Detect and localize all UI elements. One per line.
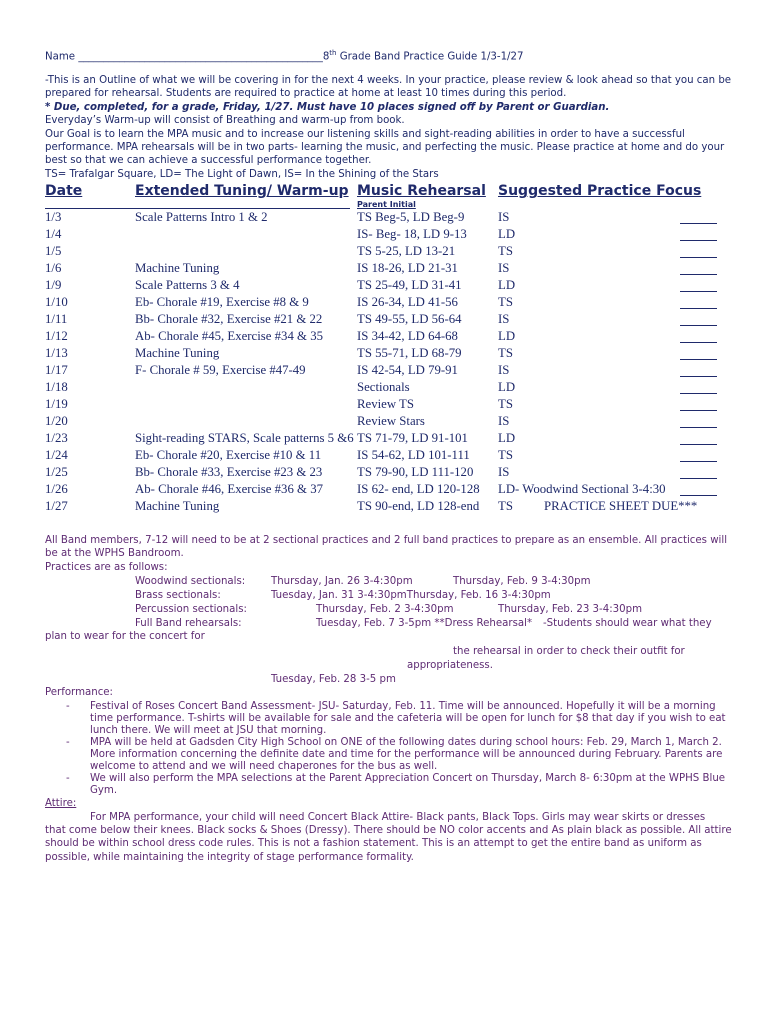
attire-line: possible, while maintaining the integrity of stage performance formality. (45, 851, 414, 863)
parent-initial-label: Parent Initial (357, 200, 416, 209)
practices-line: be at the WPHS Bandroom. (45, 548, 184, 560)
intro-line: best so that we can achieve a successful performance together. (45, 155, 372, 167)
row-focus: TS (498, 295, 513, 309)
intro-line: prepared for rehearsal. Students are required to practice at home at least 10 times during this period. (45, 88, 567, 100)
performance-item-line: Festival of Roses Concert Band Assessment- JSU- Saturday, Feb. 11. Time will be announced. Hopefully it will be a morning (90, 701, 716, 712)
row-date: 1/20 (45, 414, 68, 428)
row-focus: TS (498, 397, 513, 411)
intro-line: performance. MPA rehearsals will be in two parts- learning the music, and perfecting the music. Please practice at home and do your (45, 142, 725, 154)
practices-line: Practices are as follows: (45, 561, 168, 573)
row-tuning: Ab- Chorale #46, Exercise #36 & 37 (135, 482, 323, 496)
name-blank: ________________________________________________ (78, 51, 323, 63)
percussion-label: Percussion sectionals: (135, 604, 247, 615)
performance-item-line: MPA will be held at Gadsden City High School on ONE of the following dates during school hours: Feb. 29, March 1, March 2. (90, 737, 722, 748)
row-music: TS 49-55, LD 56-64 (357, 312, 462, 326)
row-date: 1/13 (45, 346, 68, 360)
row-focus: LD (498, 278, 516, 292)
intro-line: Our Goal is to learn the MPA music and to increase our listening skills and sight-reading abilities in order to have a successful (45, 128, 685, 140)
table-row (0, 244, 770, 261)
brass-label: Brass sectionals: (135, 590, 221, 601)
row-date: 1/10 (45, 295, 68, 309)
row-date: 1/4 (45, 227, 62, 241)
table-row (0, 482, 770, 499)
practices-line: All Band members, 7-12 will need to be at 2 sectional practices and 2 full band practices to prepare as an ensemble. All practices will (45, 535, 728, 546)
performance-item-line: welcome to attend and we will need chaperones for the bus as well. (90, 761, 438, 772)
table-row (0, 465, 770, 482)
row-music: Review TS (357, 397, 414, 411)
bullet-dash: - (66, 701, 70, 712)
bullet-dash: - (66, 773, 70, 784)
percussion-date-2: Thursday, Feb. 23 3-4:30pm (498, 604, 642, 615)
intro-line: Everyday’s Warm-up will consist of Breathing and warm-up from book. (45, 115, 405, 127)
woodwind-label: Woodwind sectionals: (135, 576, 246, 587)
row-music: TS Beg-5, LD Beg-9 (357, 210, 465, 224)
row-music: TS 55-71, LD 68-79 (357, 346, 462, 360)
full-band-note: the rehearsal in order to check their outfit for (453, 646, 685, 657)
row-music: IS- Beg- 18, LD 9-13 (357, 227, 467, 241)
row-date: 1/26 (45, 482, 68, 496)
table-row (0, 210, 770, 227)
row-focus: LD (498, 329, 516, 343)
table-row (0, 278, 770, 295)
row-focus: IS (498, 363, 510, 377)
row-date: 1/3 (45, 210, 62, 224)
row-date: 1/23 (45, 431, 68, 445)
row-music: IS 62- end, LD 120-128 (357, 482, 480, 496)
table-row (0, 397, 770, 414)
grade-superscript: th (329, 49, 337, 57)
table-row (0, 448, 770, 465)
table-row (0, 261, 770, 278)
header-rule (45, 208, 350, 209)
table-row (0, 431, 770, 448)
parent-initial-blank[interactable] (680, 314, 717, 326)
brass-dates: Tuesday, Jan. 31 3-4:30pmThursday, Feb. 16 3-4:30pm (271, 590, 551, 601)
row-date: 1/25 (45, 465, 68, 479)
full-band-date-1: Tuesday, Feb. 7 3-5pm **Dress Rehearsal* (316, 618, 533, 629)
parent-initial-blank[interactable] (680, 212, 717, 224)
practices-intro (45, 534, 727, 574)
row-date: 1/27 (45, 499, 68, 513)
row-tuning: Scale Patterns Intro 1 & 2 (135, 210, 268, 224)
table-row (0, 312, 770, 329)
row-date: 1/19 (45, 397, 68, 411)
parent-initial-blank[interactable] (680, 297, 717, 309)
parent-initial-blank[interactable] (680, 433, 717, 445)
parent-initial-blank[interactable] (680, 246, 717, 258)
table-row (0, 227, 770, 244)
parent-initial-blank[interactable] (680, 484, 717, 496)
row-music: TS 90-end, LD 128-end (357, 499, 480, 513)
parent-initial-blank[interactable] (680, 348, 717, 360)
row-tuning: Machine Tuning (135, 499, 220, 513)
row-music: IS 34-42, LD 64-68 (357, 329, 458, 343)
row-focus: IS (498, 465, 510, 479)
row-date: 1/24 (45, 448, 68, 462)
intro-block (45, 74, 731, 181)
performance-heading: Performance: (45, 687, 113, 698)
parent-initial-blank[interactable] (680, 450, 717, 462)
row-date: 1/17 (45, 363, 68, 377)
row-music: IS 18-26, LD 21-31 (357, 261, 458, 275)
row-music: Sectionals (357, 380, 410, 394)
row-focus: IS (498, 210, 510, 224)
full-band-label: Full Band rehearsals: (135, 618, 242, 629)
name-label: Name (45, 51, 76, 63)
document-title: Grade Band Practice Guide 1/3-1/27 (336, 51, 524, 63)
row-focus: TS (498, 448, 513, 462)
row-tuning: Machine Tuning (135, 261, 220, 275)
row-date: 1/6 (45, 261, 62, 275)
row-focus: TS (498, 244, 513, 258)
parent-initial-blank[interactable] (680, 399, 717, 411)
row-focus: IS (498, 312, 510, 326)
row-date: 1/5 (45, 244, 62, 258)
table-row (0, 499, 770, 516)
due-notice: * Due, completed, for a grade, Friday, 1/27. Must have 10 places signed off by Parent or Guardian. (45, 101, 610, 113)
row-music: TS 5-25, LD 13-21 (357, 244, 456, 258)
percussion-date-1: Thursday, Feb. 2 3-4:30pm (316, 604, 454, 615)
performance-item-line: More information concerning the definite date and time for the performance will be announced during February. Parents are (90, 749, 723, 760)
attire-heading: Attire: (45, 798, 77, 809)
table-row (0, 363, 770, 380)
row-date: 1/9 (45, 278, 62, 292)
column-header-date: Date (45, 183, 83, 199)
row-music: TS 79-90, LD 111-120 (357, 465, 474, 479)
row-tuning: Eb- Chorale #20, Exercise #10 & 11 (135, 448, 322, 462)
woodwind-date-2: Thursday, Feb. 9 3-4:30pm (453, 576, 591, 587)
performance-item-line: time performance. T-shirts will be available for sale and the cafeteria will be open for lunch for $8 that day if you wish to eat (90, 713, 726, 724)
header-line (45, 47, 523, 64)
performance-item-line: We will also perform the MPA selections at the Parent Appreciation Concert on Thursday, March 8- 6:30pm at the WPHS Blue (90, 773, 726, 784)
column-header-music: Music Rehearsal (357, 183, 486, 199)
table-row (0, 329, 770, 346)
row-date: 1/12 (45, 329, 68, 343)
row-tuning: Bb- Chorale #33, Exercise #23 & 23 (135, 465, 323, 479)
row-date: 1/11 (45, 312, 68, 326)
parent-initial-blank[interactable] (680, 416, 717, 428)
row-focus: LD (498, 431, 516, 445)
row-focus: TS (498, 346, 513, 360)
parent-initial-blank[interactable] (680, 229, 717, 241)
parent-initial-blank[interactable] (680, 263, 717, 275)
row-music: Review Stars (357, 414, 425, 428)
row-tuning: Machine Tuning (135, 346, 220, 360)
attire-line: should be within school dress code rules. This is not a fashion statement. This is an attempt to get the entire band as uniform as (45, 838, 702, 850)
parent-initial-blank[interactable] (680, 382, 717, 394)
full-band-note: appropriateness. (407, 660, 493, 671)
parent-initial-blank[interactable] (680, 365, 717, 377)
full-band-date-2: Tuesday, Feb. 28 3-5 pm (271, 674, 396, 685)
row-tuning: F- Chorale # 59, Exercise #47-49 (135, 363, 306, 377)
row-music: IS 42-54, LD 79-91 (357, 363, 458, 377)
table-row (0, 346, 770, 363)
row-tuning: Scale Patterns 3 & 4 (135, 278, 240, 292)
row-focus: LD (498, 227, 516, 241)
parent-initial-blank[interactable] (680, 467, 717, 479)
full-band-note: -Students should wear what they (543, 618, 712, 629)
table-row (0, 295, 770, 312)
row-focus: LD (498, 380, 516, 394)
grade-number: 8 (322, 51, 330, 63)
bullet-dash: - (66, 737, 70, 748)
row-music: TS 71-79, LD 91-101 (357, 431, 468, 445)
parent-initial-blank[interactable] (680, 331, 717, 343)
row-tuning: Bb- Chorale #32, Exercise #21 & 22 (135, 312, 323, 326)
row-music: IS 54-62, LD 101-111 (357, 448, 470, 462)
table-row (0, 380, 770, 397)
row-focus: LD- Woodwind Sectional 3-4:30 (498, 482, 666, 496)
full-band-note: plan to wear for the concert for (45, 631, 205, 642)
row-music: IS 26-34, LD 41-56 (357, 295, 458, 309)
attire-line: that come below their knees. Black socks & Shoes (Dressy). There should be NO color accents and As plain black as possible. All attire (45, 825, 732, 836)
woodwind-date-1: Thursday, Jan. 26 3-4:30pm (271, 576, 413, 587)
attire-block (45, 824, 732, 864)
parent-initial-blank[interactable] (680, 280, 717, 292)
row-tuning: Sight-reading STARS, Scale patterns 5 &6 (135, 431, 354, 445)
performance-item-line: Gym. (90, 785, 118, 796)
row-focus: IS (498, 261, 510, 275)
attire-line: For MPA performance, your child will need Concert Black Attire- Black pants, Black Tops. Girls may wear skirts or dresses (90, 812, 706, 823)
row-music: TS 25-49, LD 31-41 (357, 278, 462, 292)
row-tuning: Ab- Chorale #45, Exercise #34 & 35 (135, 329, 323, 343)
column-header-focus: Suggested Practice Focus (498, 183, 702, 199)
row-focus: TS (498, 499, 513, 513)
row-focus: IS (498, 414, 510, 428)
table-row (0, 414, 770, 431)
row-tuning: Eb- Chorale #19, Exercise #8 & 9 (135, 295, 309, 309)
legend-line: TS= Trafalgar Square, LD= The Light of Dawn, IS= In the Shining of the Stars (45, 168, 439, 180)
intro-line: -This is an Outline of what we will be covering in for the next 4 weeks. In your practice, please review & look ahead so that you can be (45, 75, 732, 86)
column-header-tuning: Extended Tuning/ Warm-up (135, 183, 349, 199)
performance-item-line: lunch there. We will meet at JSU that morning. (90, 725, 327, 736)
row-date: 1/18 (45, 380, 68, 394)
row-extra-note: PRACTICE SHEET DUE*** (544, 499, 698, 513)
